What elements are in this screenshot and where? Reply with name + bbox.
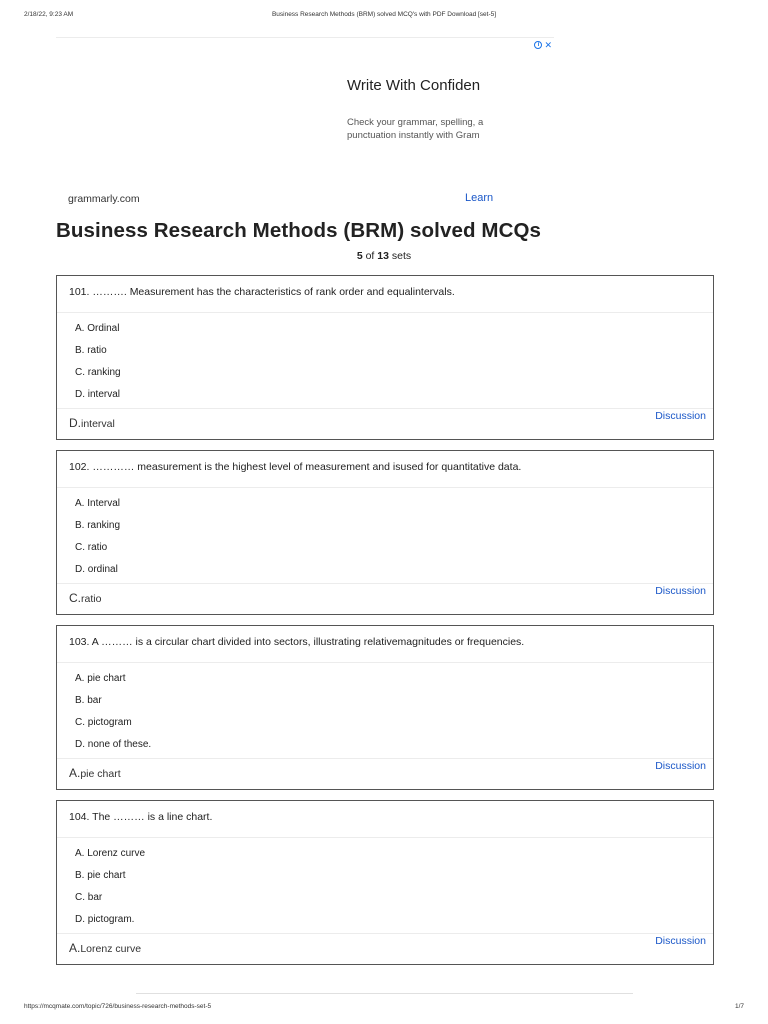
option-item: B. ranking <box>75 520 121 531</box>
print-page-number: 1/7 <box>734 1003 744 1010</box>
option-list <box>57 313 713 409</box>
ad-copy-line: Check your grammar, spelling, a <box>347 117 484 128</box>
option-list <box>57 663 713 759</box>
question-text: 104. The ……… is a line chart. <box>57 801 713 838</box>
print-date: 2/18/22, 9:23 AM <box>24 11 74 18</box>
question-text: 102. ………… measurement is the highest level of measurement and isused for quantitative data. <box>57 451 713 488</box>
divider <box>136 993 633 994</box>
answer <box>69 416 115 430</box>
print-header <box>24 11 744 21</box>
discussion-link[interactable]: Discussion <box>655 760 706 772</box>
print-footer <box>24 1003 744 1010</box>
answer <box>69 941 141 955</box>
answer-row <box>57 934 713 964</box>
answer-letter: A. <box>69 941 81 955</box>
answer-row <box>57 759 713 789</box>
close-icon[interactable]: ✕ <box>544 39 552 50</box>
print-url: https://mcqmate.com/topic/726/business-research-methods-set-5 <box>24 1003 212 1010</box>
option-item: C. pictogram <box>75 717 132 728</box>
answer-text: pie chart <box>80 768 121 780</box>
question-text: 101. ………. Measurement has the characteristics of rank order and equalintervals. <box>57 276 713 313</box>
option-item: C. ranking <box>75 367 121 378</box>
ad-heading[interactable]: Write With Confiden <box>347 77 481 94</box>
ad-learn-more-link[interactable]: Learn <box>465 192 494 204</box>
set-total: 13 <box>377 250 389 262</box>
answer-letter: C. <box>69 591 81 605</box>
answer <box>69 591 101 605</box>
answer-text: Lorenz curve <box>80 943 142 955</box>
option-item: B. bar <box>75 695 102 706</box>
discussion-link[interactable]: Discussion <box>655 585 706 597</box>
option-item: A. Interval <box>75 498 121 509</box>
answer-letter: A. <box>69 766 81 780</box>
answer-row <box>57 584 713 614</box>
info-icon[interactable]: i <box>534 41 542 49</box>
option-list <box>57 488 713 584</box>
set-current: 5 <box>356 250 363 262</box>
option-item: A. pie chart <box>75 673 126 684</box>
option-item: A. Lorenz curve <box>75 848 146 859</box>
ad-copy <box>347 117 497 142</box>
question-card <box>56 450 714 615</box>
option-item: D. none of these. <box>75 739 152 750</box>
option-item: A. Ordinal <box>75 323 120 334</box>
print-document-title: Business Research Methods (BRM) solved MCQ's with PDF Download [set-5] <box>271 11 497 18</box>
ad-controls[interactable] <box>534 39 552 50</box>
option-item: B. ratio <box>75 345 107 356</box>
answer-letter: D. <box>69 416 81 430</box>
discussion-link[interactable]: Discussion <box>655 935 706 947</box>
option-item: D. ordinal <box>75 564 118 575</box>
option-item: C. ratio <box>75 542 108 553</box>
option-item: D. interval <box>75 389 121 400</box>
option-item: D. pictogram. <box>75 914 135 925</box>
set-of: of <box>365 250 375 262</box>
ad-copy-line: punctuation instantly with Gram <box>347 129 480 141</box>
set-counter <box>0 250 768 262</box>
question-text: 103. A ……… is a circular chart divided into sectors, illustrating relativemagnitudes or frequencies. <box>57 626 713 663</box>
set-suffix: sets <box>391 250 412 262</box>
question-card <box>56 625 714 790</box>
answer-text: interval <box>81 418 115 430</box>
option-list <box>57 838 713 934</box>
answer-text: ratio <box>81 593 102 605</box>
page-title: Business Research Methods (BRM) solved MCQs <box>56 219 542 242</box>
option-item: B. pie chart <box>75 870 126 881</box>
answer-row <box>57 409 713 439</box>
discussion-link[interactable]: Discussion <box>655 410 706 422</box>
option-item: C. bar <box>75 892 103 903</box>
question-card <box>56 800 714 965</box>
ad-domain[interactable]: grammarly.com <box>68 193 140 205</box>
answer <box>69 766 121 780</box>
question-card <box>56 275 714 440</box>
advertisement-banner[interactable] <box>56 37 554 216</box>
